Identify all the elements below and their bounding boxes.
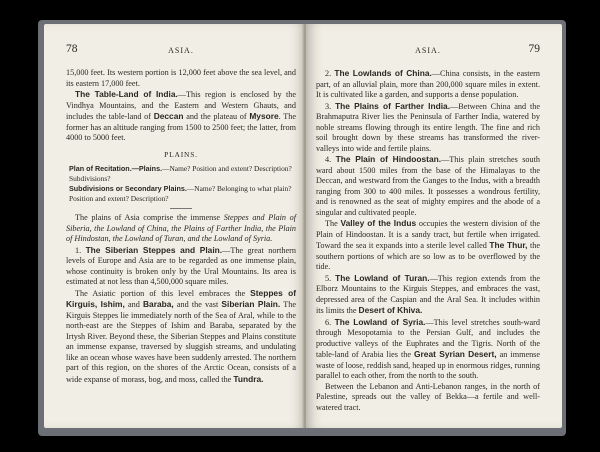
term-lowland-of-syria: The Lowland of Syria. <box>334 316 426 327</box>
subdivisions-questions: —Name? Belonging to what plain? Position and extent? Description? <box>69 184 292 203</box>
plain-of-hindoostan-paragraph <box>316 154 540 218</box>
term-lowland-of-turan: The Lowland of Turan. <box>335 272 430 283</box>
recitation-questions: —Name? Position and extent? Description? Subdivisions? <box>69 164 292 183</box>
section-divider <box>170 208 192 209</box>
valley-of-the-indus-paragraph <box>316 218 540 273</box>
subdivisions-label: Subdivisions or Secondary Plains. <box>69 184 187 193</box>
term-plain-of-hindoostan: The Plain of Hindoostan. <box>335 154 442 164</box>
right-page-header <box>316 43 540 60</box>
item-number: 5. <box>325 273 336 283</box>
right-page-number: 79 <box>528 43 540 55</box>
term-deccan: Deccan <box>153 111 184 121</box>
text-segment: —China consists, in the eastern part, of an alluvial plain, more than 200,000 square miles in extent. It is cultivated like a garden, and supports a dense population. <box>316 69 540 99</box>
text-segment: and the plateau of <box>183 112 250 121</box>
left-paragraph-1: 15,000 feet. Its western portion is 12,000 feet above the sea level, and its eastern 17,000 feet. <box>66 68 296 88</box>
item-number: 6. <box>325 317 335 327</box>
left-page-header <box>66 43 296 60</box>
text-segment: —The great northern levels of Europe and Asia are to be regarded as one immense plain, whose continuity is broken only by the Ural Mountains. Its area is estimated at not less than 4,500,000 square miles. <box>66 245 296 286</box>
text-segment: The Asiatic portion of this level embraces the <box>75 288 251 298</box>
subdivisions-recitation <box>66 184 296 204</box>
text-segment: The Kirguis Steppes lie immediately north of the Sea of Aral, while to the north-east are the Steppes of Ishim and Baraba, separated by the Irtysh River. Beyond these, the Siberian Steppes and Plains constitute an immense expanse, traversed by sluggish streams, and undulating like an ocean whose waves have been suddenly arrested. The northern part of this region, on the shores of the Arctic Ocean, consists of a wide expanse of morass, bog, and moss, called the <box>66 300 296 384</box>
term-lowlands-of-china: The Lowlands of China. <box>334 68 432 78</box>
text-segment: the southern portions of which are so low as to be overflowed by the tide. <box>316 241 540 271</box>
left-running-head: ASIA. <box>168 46 194 55</box>
term-siberian-plain: Siberian Plain. <box>221 299 281 309</box>
plan-of-recitation <box>66 164 296 184</box>
text-segment: and the vast <box>173 300 222 309</box>
term-steppes-of-kirguis: Steppes of Kirguis, Ishim, <box>66 287 297 309</box>
right-page-body <box>316 68 540 413</box>
text-segment: —This region extends from the Elborz Mountains to the Kirguis Steppes, and embraces the vast, depressed area of the Caspian and the Aral Sea. It includes within its limits the <box>316 273 540 315</box>
text-segment: —This plain stretches south ward about 1500 miles from the base of the Himalayas to the Deccan, and westward from the Ganges to the Indus, with a breadth ranging from 300 to 400 miles. It possesses a wondrous fertility, and is renowned as the seat of mighty empires and the abode of a singular and cultivated people. <box>316 155 540 217</box>
right-page <box>306 24 562 428</box>
plains-list-italic: Steppes and Plain of Siberia, the Lowland of China, the Plains of Farther India, the Plain of Hindostan, the Lowland of Turan, and the Lowland of Syria. <box>66 213 296 243</box>
item-number: 2. <box>325 69 335 78</box>
left-page <box>44 24 306 428</box>
lowland-of-syria-paragraph <box>316 317 540 382</box>
valley-of-bekka-paragraph: Between the Lebanon and Anti-Lebanon ranges, in the north of Palestine, spreads out the valley of Bekka—a fertile and well-watered tract. <box>316 381 540 412</box>
text-segment: and <box>124 300 143 309</box>
plains-intro-paragraph <box>66 213 296 245</box>
item-number: 4. <box>325 155 336 164</box>
term-siberian-steppes: The Siberian Steppes and Plain. <box>85 244 223 255</box>
asiatic-portion-paragraph <box>66 288 296 386</box>
recitation-label: Plan of Recitation. <box>69 164 132 173</box>
term-mysore: Mysore <box>249 111 279 121</box>
text-segment: The <box>325 219 341 228</box>
term-desert-of-khiva: Desert of Khiva. <box>358 305 423 315</box>
left-page-number: 78 <box>66 43 78 55</box>
item-number: 3. <box>325 101 336 111</box>
recitation-term: —Plains. <box>131 164 163 173</box>
text-segment: The plains of Asia comprise the immense <box>75 213 224 222</box>
term-great-syrian-desert: Great Syrian Desert, <box>414 349 497 359</box>
section-title-plains: PLAINS. <box>164 149 198 159</box>
text-segment: . The former has an altitude ranging from 1500 to 2500 feet; the latter, from 4000 to 5000 feet. <box>66 112 296 142</box>
text-segment: —This level stretches south-ward through Mesopotamia to the Persian Gulf, and includes the productive valleys of the Euphrates and the Tigris. North of the table-land of Arabia lies the <box>316 317 541 359</box>
term-tundra: Tundra. <box>233 373 264 384</box>
plains-of-farther-india-paragraph <box>316 101 540 155</box>
term-plains-of-farther-india: The Plains of Farther India. <box>335 100 451 111</box>
text-segment: —Between China and the Brahmaputra River lies the Peninsula of Farther India, watered by noble streams flowing through its entire length. The fine and rich soil brought down by these streams has transformed the river-valleys into wide and fertile plains. <box>316 101 541 153</box>
lowland-of-turan-paragraph <box>316 273 540 317</box>
text-segment: —This region is enclosed by the Vindhya Mountains, and the Eastern and Western Ghauts, and includes the table-land of <box>66 90 296 121</box>
text-segment: occupies the western division of the Plain of Hindoostan. It is a sandy tract, but fertile when irrigated. Toward the sea it expands into a sterile level called <box>316 219 540 250</box>
term-valley-of-the-indus: Valley of the Indus <box>340 218 417 228</box>
lowlands-of-china-paragraph <box>316 68 540 101</box>
text-segment: an immense waste of loose, reddish sand, heaped up in enormous ridges, running parallel to each other, from the north to the south. <box>316 350 540 380</box>
right-running-head: ASIA. <box>415 46 441 55</box>
term-table-land-of-india: The Table-Land of India. <box>75 89 178 99</box>
term-the-thur: The Thur, <box>489 240 528 250</box>
item-number: 1. <box>75 245 86 255</box>
siberian-steppes-paragraph <box>66 245 296 288</box>
left-page-body <box>66 68 296 385</box>
term-baraba: Baraba, <box>142 299 174 309</box>
table-land-of-india-paragraph <box>66 89 296 144</box>
